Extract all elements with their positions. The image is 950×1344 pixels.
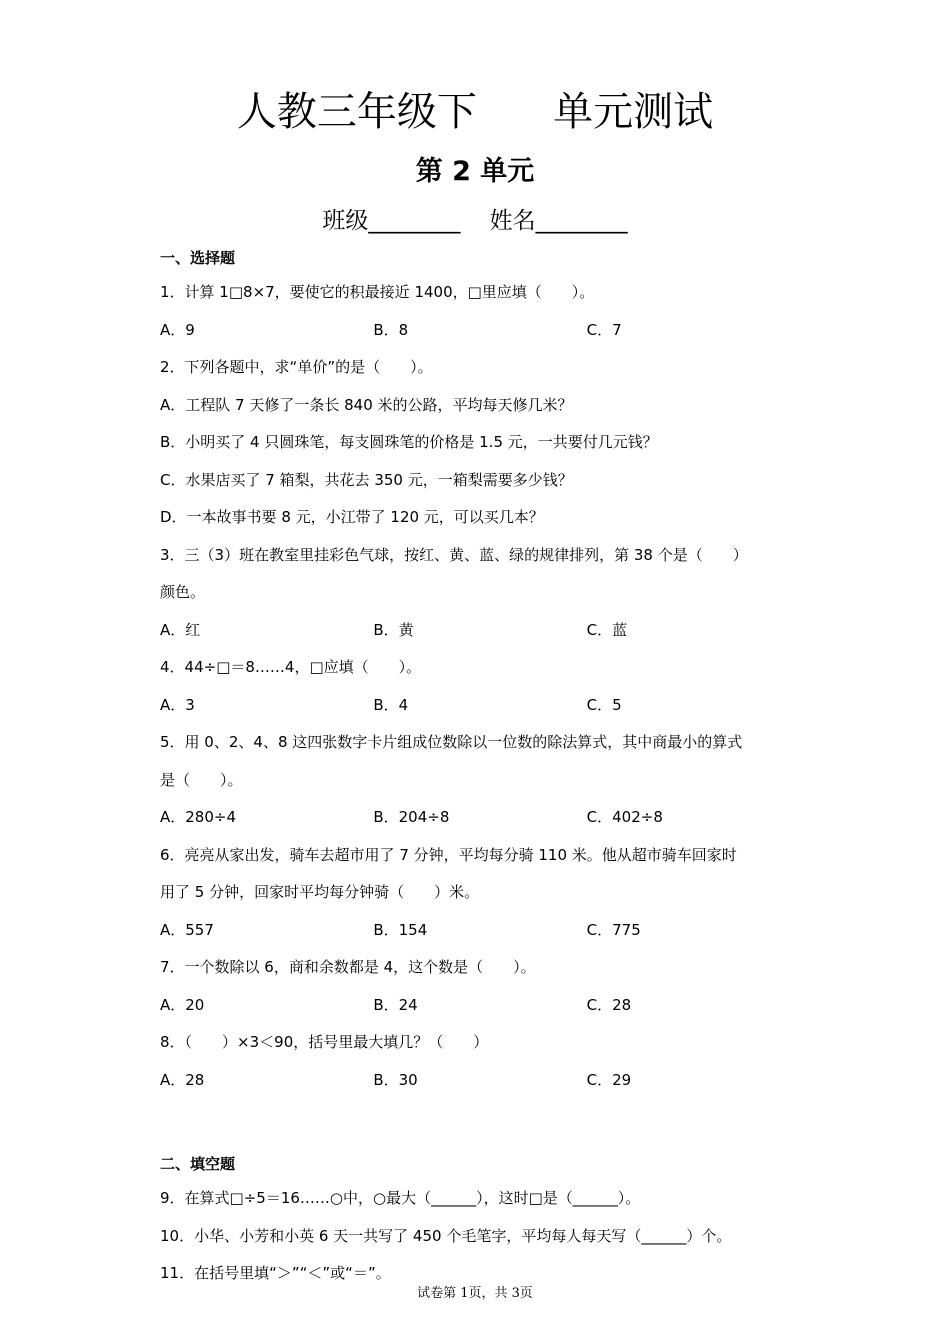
question-text: 1．计算 1□8×7，要使它的积最接近 1400，□里应填（ ）。 [160, 283, 595, 301]
question-text: 10．小华、小芳和小英 6 天一共写了 450 个毛笔字，平均每人每天写（______）个。 [160, 1226, 732, 1245]
answer-option: C．5 [586, 695, 622, 714]
answer-option: B．黄 [373, 620, 414, 639]
answer-option: B．8 [373, 320, 409, 339]
section-gap [160, 1099, 800, 1149]
question-text: 3．三（3）班在教室里挂彩色气球，按红、黄、蓝、绿的规律排列，第 38 个是（ ） [160, 545, 748, 564]
option-row [160, 799, 800, 837]
answer-option: C．29 [586, 1070, 632, 1089]
answer-option: B．24 [373, 995, 418, 1014]
answer-option: C．775 [586, 920, 641, 939]
question-text: 4．44÷□＝8……4，□应填（ ）。 [160, 658, 422, 676]
answer-option: C．28 [586, 995, 632, 1014]
answer-option: A．28 [160, 1070, 205, 1089]
option-row [160, 687, 800, 725]
answer-option: A．280÷4 [160, 808, 237, 826]
question-text: 11．在括号里填“＞”“＜”或“＝”。 [160, 1264, 391, 1282]
question-text: 5．用 0、2、4、8 这四张数字卡片组成位数除以一位数的除法算式，其中商最小的算式 [160, 733, 743, 751]
answer-option: B．204÷8 [373, 808, 450, 826]
question-content [160, 243, 800, 1293]
option-row [160, 612, 800, 650]
question-text: A．工程队 7 天修了一条长 840 米的公路，平均每天修几米？ [160, 395, 573, 414]
answer-option: A．3 [160, 695, 195, 714]
question-text: 8．（ ）×3＜90，括号里最大填几？（ ） [160, 1033, 489, 1051]
question-text: 颜色。 [160, 583, 206, 601]
class-name-line: 班级________ 姓名________ [322, 208, 628, 234]
question-text: B．小明买了 4 只圆珠笔，每支圆珠笔的价格是 1.5 元，一共要付几元钱？ [160, 433, 658, 451]
answer-option: C．402÷8 [586, 808, 663, 826]
answer-option: B．154 [373, 920, 428, 939]
question-text: 用了 5 分钟，回家时平均每分钟骑（ ）米。 [160, 883, 480, 901]
option-row [160, 312, 800, 350]
question-text: D．一本故事书要 8 元，小江带了 120 元，可以买几本？ [160, 508, 544, 526]
question-text: 7．一个数除以 6，商和余数都是 4，这个数是（ ）。 [160, 958, 536, 976]
section-heading: 二、填空题 [160, 1155, 236, 1173]
option-row [160, 1062, 800, 1100]
answer-option: A．20 [160, 995, 205, 1014]
section-heading: 一、选择题 [160, 249, 236, 267]
unit-subtitle: 第 2 单元 [415, 156, 535, 187]
question-text: C．水果店买了 7 箱梨，共花去 350 元，一箱梨需要多少钱？ [160, 470, 573, 489]
question-text: 是（ ）。 [160, 770, 243, 789]
answer-option: A．红 [160, 620, 201, 639]
question-text: 2．下列各题中，求“单价”的是（ ）。 [160, 358, 433, 376]
answer-option: A．9 [160, 320, 195, 339]
question-text: 6．亮亮从家出发，骑车去超市用了 7 分钟，平均每分骑 110 米。他从超市骑车回家时 [160, 845, 737, 864]
answer-option: B．4 [373, 695, 409, 714]
answer-option: C．蓝 [586, 620, 628, 639]
page-footer: 试卷第 1页，共 3页 [417, 1286, 533, 1301]
option-row [160, 987, 800, 1025]
answer-option: C．7 [586, 320, 622, 339]
option-row [160, 912, 800, 950]
answer-option: B．30 [373, 1070, 418, 1089]
page-title: 人教三年级下 单元测试 [236, 89, 714, 135]
answer-option: A．557 [160, 920, 214, 939]
question-text: 9．在算式□÷5＝16……○中，○最大（______），这时□是（______）。 [160, 1189, 641, 1207]
